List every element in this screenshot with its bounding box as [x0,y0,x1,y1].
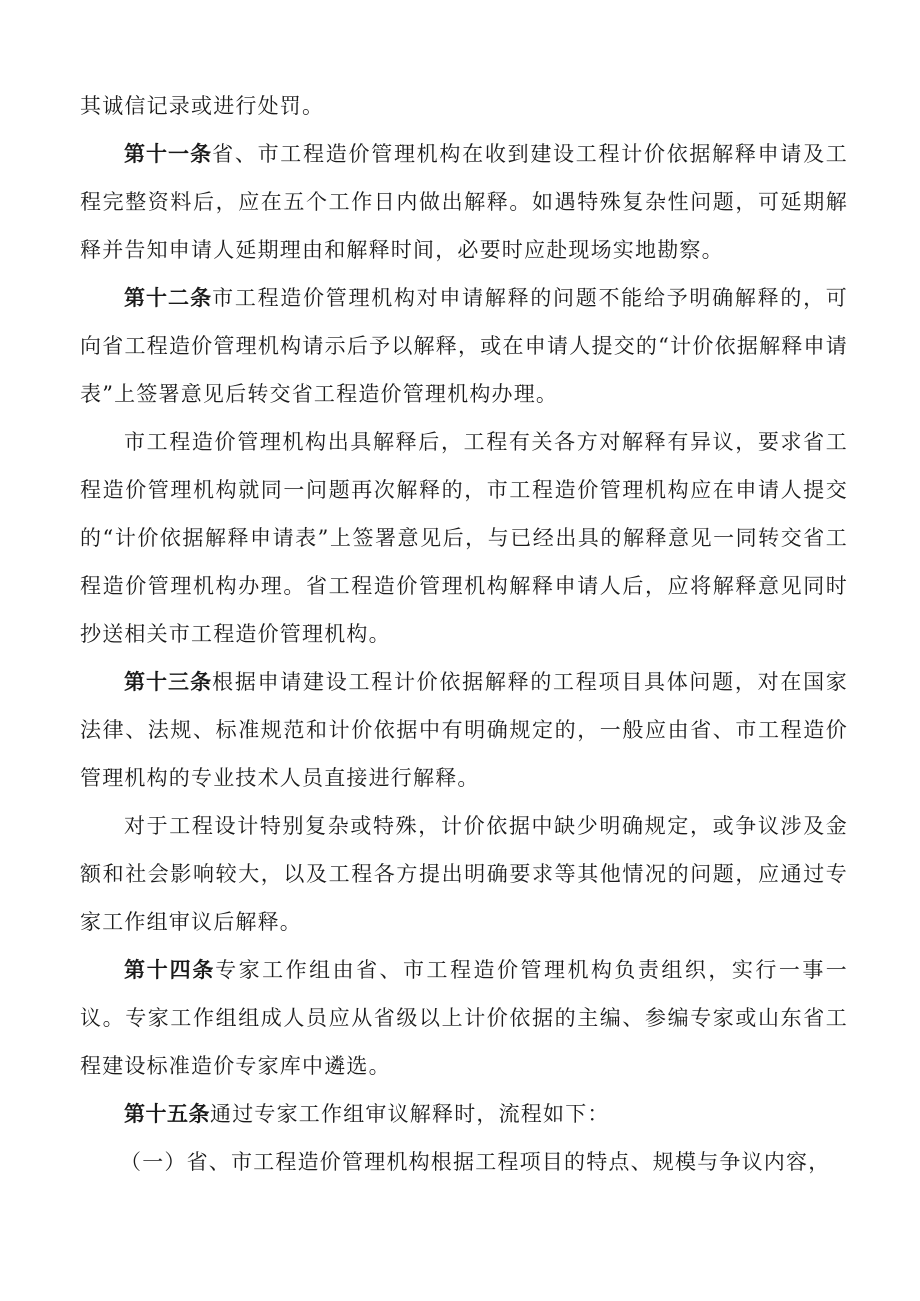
article-12-paragraph-2 [80,418,848,658]
article-number: 第十三条 [124,670,213,694]
list-item-text: （一）省、市工程造价管理机构根据工程项目的特点、规模与争议内容， [120,1150,831,1174]
article-11 [80,130,848,274]
article-number: 第十一条 [124,142,213,166]
article-text: 根据申请建设工程计价依据解释的工程项目具体问题，对在国家法律、法规、标准规范和计价依据中有明确规定的，一般应由省、市工程造价管理机构的专业技术人员直接进行解释。 [80,670,848,790]
article-text: 专家工作组由省、市工程造价管理机构负责组织，实行一事一议。专家工作组组成人员应从省级以上计价依据的主编、参编专家或山东省工程建设标准造价专家库中遴选。 [80,958,849,1078]
article-15-item-1 [80,1138,848,1186]
article-14 [80,946,848,1090]
article-number: 第十五条 [124,1102,210,1126]
article-text: 省、市工程造价管理机构在收到建设工程计价依据解释申请及工程完整资料后，应在五个工作日内做出解释。如遇特殊复杂性问题，可延期解释并告知申请人延期理由和解释时间，必要时应赴现场实地勘察。 [80,142,848,262]
article-number: 第十四条 [124,958,216,982]
document-page [80,82,848,1186]
article-15 [80,1090,848,1138]
paragraph-text: 其诚信记录或进行处罚。 [80,94,325,118]
paragraph-text: 对于工程设计特别复杂或特殊，计价依据中缺少明确规定，或争议涉及金额和社会影响较大，以及工程各方提出明确要求等其他情况的问题，应通过专家工作组审议后解释。 [80,814,848,934]
article-text: 市工程造价管理机构对申请解释的问题不能给予明确解释的，可向省工程造价管理机构请示后予以解释，或在申请人提交的“计价依据解释申请表”上签署意见后转交省工程造价管理机构办理。 [80,286,848,406]
article-text: 通过专家工作组审议解释时，流程如下： [210,1102,610,1126]
paragraph-continuation [80,82,848,130]
paragraph-text: 市工程造价管理机构出具解释后，工程有关各方对解释有异议，要求省工程造价管理机构就同一问题再次解释的，市工程造价管理机构应在申请人提交的“计价依据解释申请表”上签署意见后，与已经出具的解释意见一同转交省工程造价管理机构办理。省工程造价管理机构解释申请人后，应将解释意见同时抄送相关市工程造价管理机构。 [80,430,848,646]
article-13-paragraph-2 [80,802,848,946]
article-12 [80,274,848,418]
article-13 [80,658,848,802]
article-number: 第十二条 [124,286,213,310]
